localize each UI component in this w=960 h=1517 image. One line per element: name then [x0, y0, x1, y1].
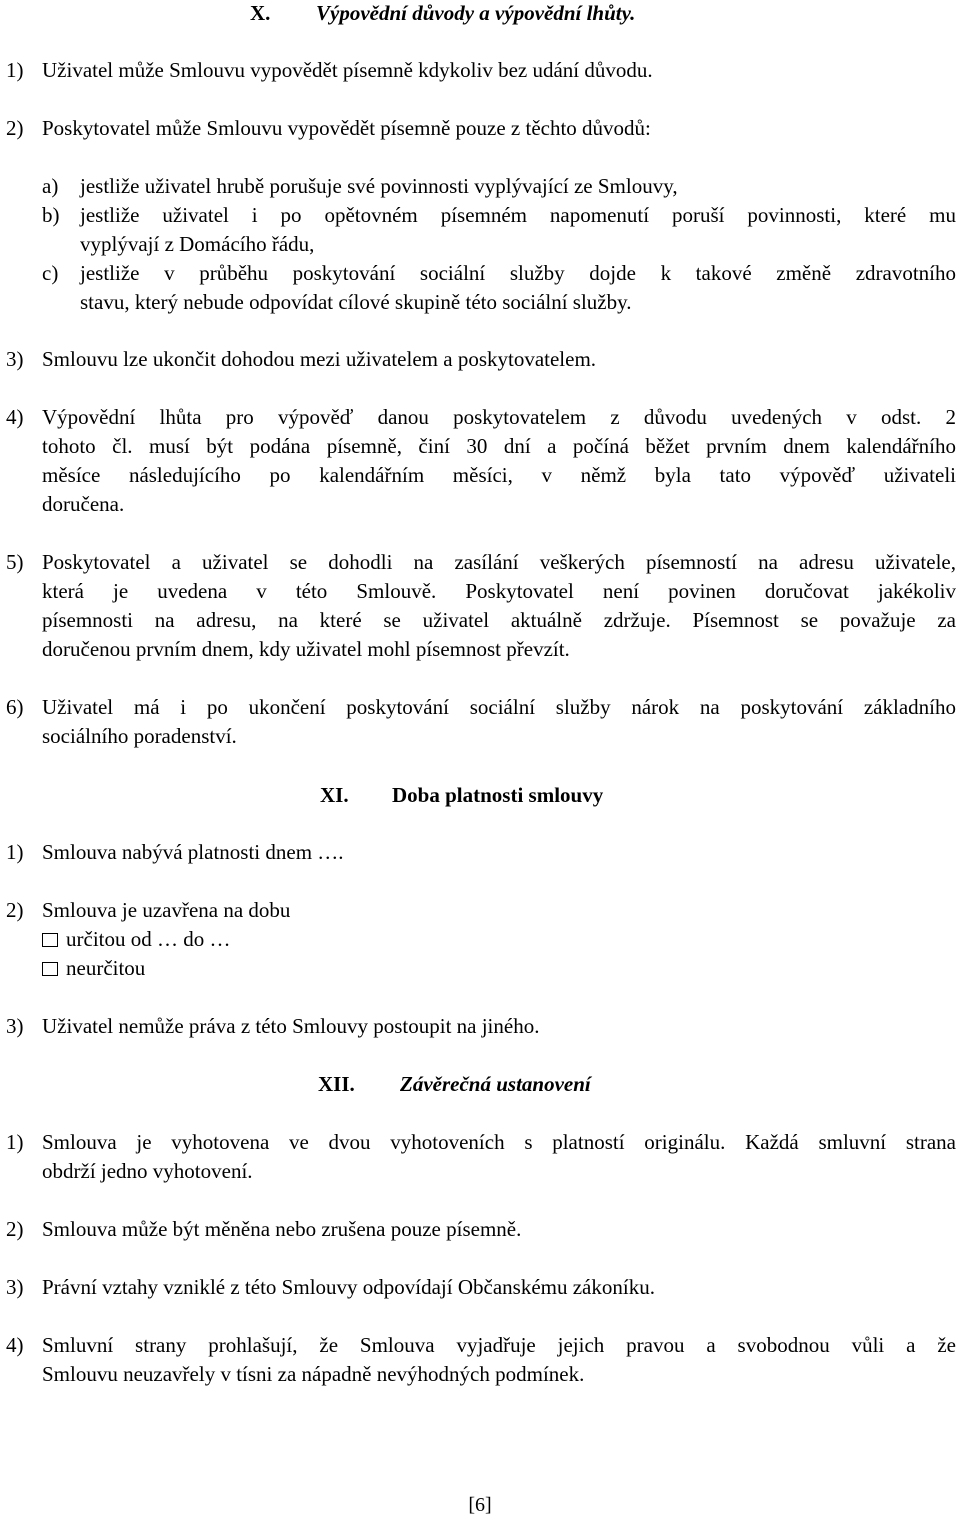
- section-xi-heading: [320, 781, 603, 809]
- item-number: 1): [6, 1130, 24, 1154]
- section-x-number: X.: [250, 1, 271, 25]
- paragraph-line: Smlouvu neuzavřely v tísni za nápadně nevýhodných podmínek.: [42, 1362, 585, 1386]
- paragraph-line: Výpovědní lhůta pro výpověď danou poskytovatelem z důvodu uvedených v odst. 2: [42, 405, 956, 429]
- subitem-line: stavu, který nebude odpovídat cílové skupině této sociální služby.: [80, 290, 632, 314]
- section-x-heading: [250, 0, 635, 27]
- option-label: neurčitou: [66, 956, 146, 980]
- subitem-letter: c): [42, 261, 59, 285]
- item-number: 4): [6, 1333, 24, 1357]
- item-number: 6): [6, 695, 24, 719]
- section-xii-number: XII.: [318, 1072, 355, 1096]
- paragraph-line: doručenou prvním dnem, kdy uživatel mohl písemnost převzít.: [42, 637, 570, 661]
- paragraph-line: měsíce následujícího po kalendářním měsíci, v němž byla tato výpověď uživateli: [42, 463, 956, 487]
- subitem-letter: b): [42, 203, 60, 227]
- item-number: 2): [6, 898, 24, 922]
- option-indefinite-term[interactable]: [42, 954, 145, 982]
- section-x-title: Výpovědní důvody a výpovědní lhůty.: [316, 1, 636, 25]
- item-number: 3): [6, 1014, 24, 1038]
- item-number: 1): [6, 840, 24, 864]
- item-number: 3): [6, 347, 24, 371]
- subitem-line: jestliže v průběhu poskytování sociální služby dojde k takové změně zdravotního: [80, 261, 956, 285]
- paragraph-line: Uživatel má i po ukončení poskytování sociální služby nárok na poskytování základního: [42, 695, 956, 719]
- item-number: 1): [6, 58, 24, 82]
- checkbox-icon[interactable]: [42, 933, 58, 947]
- paragraph-line: sociálního poradenství.: [42, 724, 237, 748]
- item-number: 2): [6, 116, 24, 140]
- option-label: určitou od … do …: [66, 927, 231, 951]
- section-xi-title: Doba platnosti smlouvy: [392, 783, 604, 807]
- paragraph-line: Poskytovatel a uživatel se dohodli na zasílání veškerých písemností na adresu uživatele,: [42, 550, 956, 574]
- subitem-line: jestliže uživatel hrubě porušuje své povinnosti vyplývající ze Smlouvy,: [80, 174, 678, 198]
- paragraph-line: Právní vztahy vzniklé z této Smlouvy odpovídají Občanskému zákoníku.: [42, 1275, 655, 1299]
- paragraph-line: doručena.: [42, 492, 125, 516]
- item-number: 2): [6, 1217, 24, 1241]
- paragraph-line: Poskytovatel může Smlouvu vypovědět písemně pouze z těchto důvodů:: [42, 116, 651, 140]
- subitem-line: vyplývají z Domácího řádu,: [80, 232, 315, 256]
- subitem-line: jestliže uživatel i po opětovném písemném napomenutí poruší povinnosti, které mu: [80, 203, 956, 227]
- paragraph-line: Smlouvu lze ukončit dohodou mezi uživatelem a poskytovatelem.: [42, 347, 597, 371]
- item-number: 5): [6, 550, 24, 574]
- section-xii-heading: [318, 1070, 591, 1098]
- option-fixed-term[interactable]: [42, 925, 230, 953]
- checkbox-icon[interactable]: [42, 962, 58, 976]
- paragraph-line: Smluvní strany prohlašují, že Smlouva vyjadřuje jejich pravou a svobodnou vůli a že: [42, 1333, 956, 1357]
- item-number: 3): [6, 1275, 24, 1299]
- paragraph-line: Smlouva může být měněna nebo zrušena pouze písemně.: [42, 1217, 522, 1241]
- page-number: [6]: [468, 1494, 492, 1516]
- paragraph-line: Smlouva nabývá platnosti dnem ….: [42, 840, 344, 864]
- paragraph-line: Smlouva je uzavřena na dobu: [42, 898, 291, 922]
- paragraph-line: která je uvedena v této Smlouvě. Poskytovatel není povinen doručovat jakékoliv: [42, 579, 956, 603]
- paragraph-line: tohoto čl. musí být podána písemně, činí 30 dní a počíná běžet prvním dnem kalendářního: [42, 434, 956, 458]
- subitem-letter: a): [42, 174, 59, 198]
- paragraph-line: Smlouva je vyhotovena ve dvou vyhotoveních s platností originálu. Každá smluvní strana: [42, 1130, 956, 1154]
- section-xii-title: Závěrečná ustanovení: [400, 1072, 591, 1096]
- paragraph-line: obdrží jedno vyhotovení.: [42, 1159, 253, 1183]
- section-xi-number: XI.: [320, 783, 349, 807]
- paragraph-line: Uživatel může Smlouvu vypovědět písemně kdykoliv bez udání důvodu.: [42, 58, 653, 82]
- paragraph-line: písemnosti na adresu, na které se uživatel aktuálně zdržuje. Písemnost se považuje za: [42, 608, 956, 632]
- item-number: 4): [6, 405, 24, 429]
- paragraph-line: Uživatel nemůže práva z této Smlouvy postoupit na jiného.: [42, 1014, 540, 1038]
